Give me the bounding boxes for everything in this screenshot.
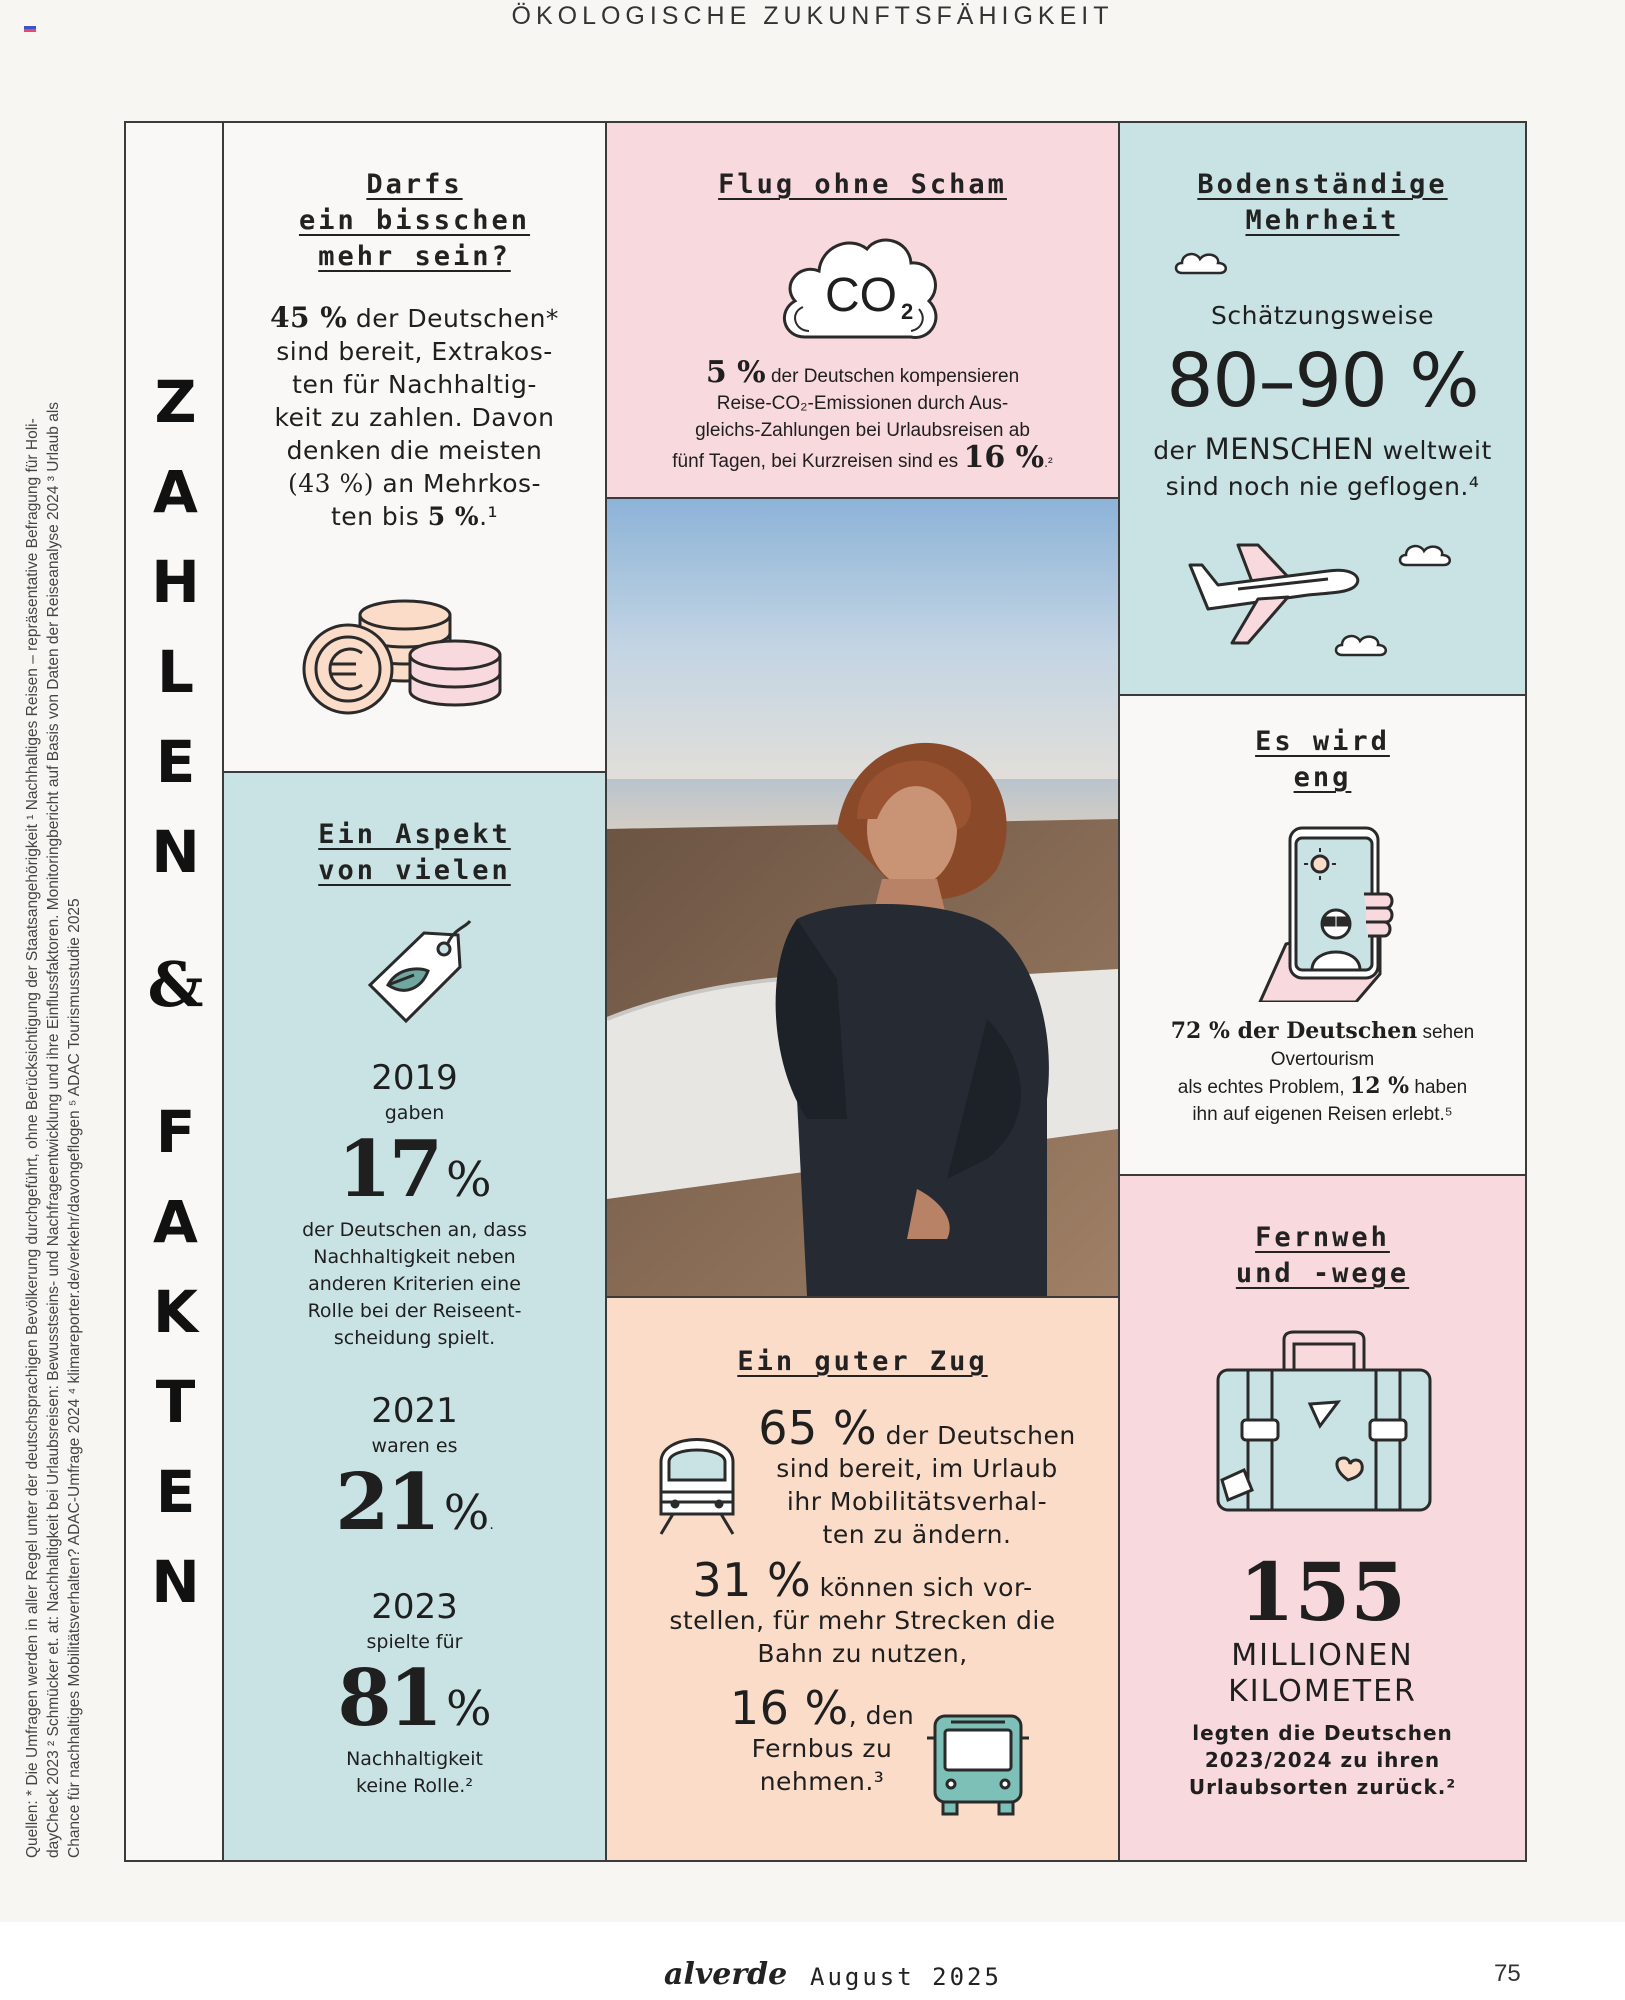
panel-title: Bodenständige Mehrheit <box>1197 169 1448 236</box>
bus-icon <box>923 1708 1033 1818</box>
sources-line-3: Chance für nachhaltiges Mobilitätsverhalten? ADAC-Umfrage 2024 ⁴ klimareporter.de/verkehr/davongeflogen ⁵ ADAC Tourismusstudie 2025 <box>66 898 83 1858</box>
title-letter: T <box>155 1368 196 1436</box>
page-number: 75 <box>1494 1960 1521 1987</box>
coins-euro-icon <box>300 585 510 715</box>
panel-text: Schätzungsweise 80–90 % der MENSCHEN weltweit sind noch nie geflogen.⁴ <box>1120 301 1525 501</box>
title-letter: A <box>153 458 198 526</box>
panel-flight-shame <box>605 121 1120 499</box>
stat-2023: 2023 spielte für 81 % Nachhaltigkeit keine Rolle.² <box>337 1587 492 1797</box>
stat-2021: 2021 waren es 21 %. <box>335 1391 494 1548</box>
panel-title: Flug ohne Scham <box>718 169 1007 200</box>
title-letter: N <box>151 1548 200 1616</box>
title-letter: Z <box>154 368 197 436</box>
title-letter: E <box>155 728 196 796</box>
sources-line-2: dayCheck 2023 ² Schmücker et. at: Nachhaltigkeit bei Urlaubsreisen: Bewusstseins- und Nachfrageentwicklung und ihre Einflussfaktoren. Monitoringbericht auf Basis von Daten der Reiseanalyse 2024 ³ Urlaub als <box>45 401 62 1858</box>
title-letter: H <box>151 548 200 616</box>
panel-title: Fernweh und -wege <box>1235 1222 1410 1289</box>
title-letter: F <box>155 1098 196 1166</box>
cloud-icon <box>1174 249 1230 277</box>
panel-text: 5 % der Deutschen kompensieren Reise-CO₂-Emissionen durch Aus- gleichs-Zahlungen bei Urlaubsreisen ab fünf Tagen, bei Kurzreisen sind es 16 %.² <box>672 355 1053 475</box>
panel-title: Ein Aspekt von vielen <box>318 819 511 886</box>
panel-never-flown <box>1118 121 1527 696</box>
cloud-icon <box>1398 541 1454 569</box>
panel-text-train: 65 % der Deutschen sind bereit, im Urlaub ihr Mobilitätsverhal- ten zu ändern. <box>758 1401 1076 1549</box>
big-percentage: 80–90 % <box>1166 338 1479 424</box>
brand-logo: alverde <box>664 1957 788 1992</box>
panel-title: Ein guter Zug <box>737 1346 988 1377</box>
panel-train <box>605 1296 1120 1862</box>
panel-overtourism <box>1118 694 1527 1176</box>
cloud-icon <box>1334 631 1390 659</box>
panel-text: 45 % der Deutschen* sind bereit, Extrakos- ten für Nachhaltig- keit zu zahlen. Davon denken die meisten (43 %) an Mehrkos- ten bis 5 %.¹ <box>270 301 559 531</box>
tag-leaf-icon <box>354 919 474 1029</box>
title-letter: E <box>155 1458 196 1526</box>
stat-2019: 2019 gaben 17 % der Deutschen an, dass Nachhaltigkeit neben anderen Kriterien eine Rolle bei der Reiseent- scheidung spielt. <box>224 1058 605 1352</box>
panel-text: 155 MILLIONEN KILOMETER legten die Deutschen 2023/2024 zu ihren Urlaubsorten zurück.² <box>1120 1548 1525 1801</box>
title-column <box>124 121 223 1862</box>
co2-cloud-icon <box>775 227 945 351</box>
sources-text <box>22 158 85 1858</box>
panel-text: 72 % der Deutschen sehen Overtourism als echtes Problem, 12 % haben ihn auf eigenen Reisen erlebt.⁵ <box>1170 1018 1475 1125</box>
panel-title: Darfs ein bisschen mehr sein? <box>298 169 531 272</box>
panel-travel-distance <box>1118 1174 1527 1862</box>
panel-title: Es wird eng <box>1255 726 1390 793</box>
title-letter: L <box>157 638 194 706</box>
train-icon <box>651 1422 743 1540</box>
big-number: 155 <box>1239 1545 1406 1639</box>
title-letter: A <box>153 1188 198 1256</box>
co2-label: CO <box>825 269 897 322</box>
sources-line-1: Quellen: * Die Umfragen werden in aller Regel unter der deutschsprachigen Bevölkerung durchgeführt, ohne Berücksichtigung der Staatsangehörigkeit ¹ Nachhaltiges Reisen – repräsentative Befragung für Holi- <box>24 418 41 1858</box>
issue-date: August 2025 <box>810 1963 1002 1991</box>
suitcase-icon <box>1214 1330 1434 1520</box>
title-ampersand: & <box>147 948 204 1021</box>
page-header: ÖKOLOGISCHE ZUKUNFTSFÄHIGKEIT <box>511 2 1114 30</box>
title-letter: N <box>151 818 200 886</box>
panel-aspect <box>222 771 607 1862</box>
co2-subscript: 2 <box>901 299 914 324</box>
year-label: 2019 <box>371 1058 458 1098</box>
panel-extra-costs <box>222 121 607 773</box>
flag-icon <box>24 26 36 32</box>
smartphone-selfie-icon <box>1256 824 1396 1002</box>
title-letter: K <box>153 1278 198 1346</box>
panel-text-bus: 16 %, den Fernbus zu nehmen.³ <box>729 1681 915 1796</box>
surfer-photo <box>605 497 1120 1298</box>
surfer-photo-image <box>607 499 1118 1296</box>
panel-text-rail: 31 % können sich vor- stellen, für mehr Strecken die Bahn zu nutzen, <box>669 1553 1056 1668</box>
